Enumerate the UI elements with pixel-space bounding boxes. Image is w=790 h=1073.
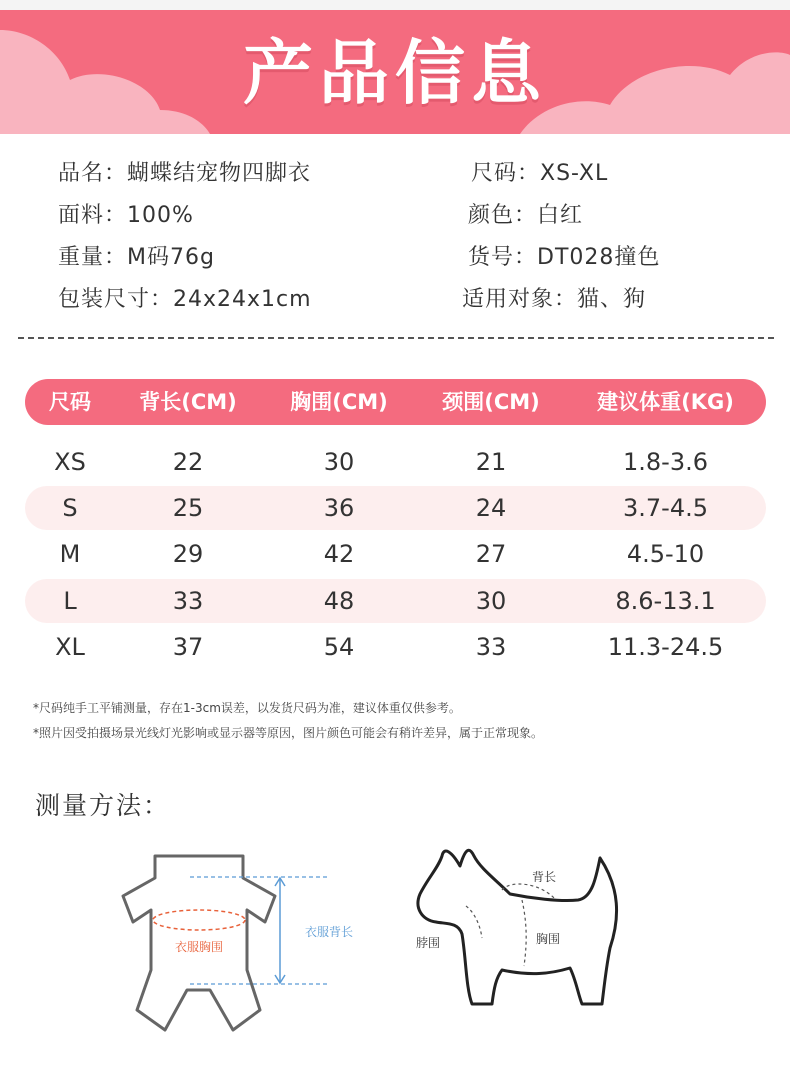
cell-neck: 30 xyxy=(475,587,507,615)
cell-size: XL xyxy=(55,633,85,661)
garment-diagram xyxy=(115,850,375,1040)
info-color: 颜色：白红 xyxy=(468,203,584,228)
info-name: 品名：蝴蝶结宠物四脚衣 xyxy=(58,161,312,186)
cell-back-length: 29 xyxy=(172,540,204,568)
cell-chest: 54 xyxy=(323,633,355,661)
table-row xyxy=(25,486,766,530)
header-size: 尺码 xyxy=(49,390,91,414)
dashed-divider xyxy=(18,337,774,339)
cell-weight: 1.8-3.6 xyxy=(623,448,708,476)
info-fabric: 面料：100% xyxy=(58,203,194,228)
dog-back-label: 背长 xyxy=(532,870,557,884)
header-weight: 建议体重(KG) xyxy=(597,390,734,414)
info-target: 适用对象：猫、狗 xyxy=(462,287,647,312)
cell-back-length: 25 xyxy=(172,494,204,522)
header-banner xyxy=(0,10,790,134)
top-strip xyxy=(0,0,790,10)
cell-weight: 11.3-24.5 xyxy=(607,633,724,661)
cell-weight: 8.6-13.1 xyxy=(615,587,716,615)
cell-size: XS xyxy=(54,448,86,476)
cell-neck: 33 xyxy=(475,633,507,661)
cell-neck: 27 xyxy=(475,540,507,568)
garment-outline-icon xyxy=(115,850,375,1040)
table-row xyxy=(25,579,766,623)
measure-title: 测量方法： xyxy=(35,791,171,820)
header-back-length: 背长(CM) xyxy=(139,390,237,414)
info-sku: 货号：DT028撞色 xyxy=(468,245,661,270)
cell-size: M xyxy=(59,540,81,568)
cell-chest: 36 xyxy=(323,494,355,522)
table-row xyxy=(25,625,766,669)
info-size: 尺码：XS-XL xyxy=(471,161,609,186)
note-color: *照片因受拍摄场景光线灯光影响或显示器等原因，图片颜色可能会有稍许差异，属于正常现象。 xyxy=(33,726,544,740)
dog-neck-label: 脖围 xyxy=(416,936,441,950)
dog-diagram xyxy=(410,838,640,1013)
info-weight: 重量：M码76g xyxy=(58,245,215,270)
header-chest: 胸围(CM) xyxy=(290,390,388,414)
cell-neck: 21 xyxy=(475,448,507,476)
cell-weight: 3.7-4.5 xyxy=(623,494,708,522)
header-neck: 颈围(CM) xyxy=(442,390,540,414)
note-measurement: *尺码纯手工平铺测量，存在1-3cm误差，以发货尺码为准，建议体重仅供参考。 xyxy=(33,701,461,715)
cell-back-length: 37 xyxy=(172,633,204,661)
dog-outline-icon xyxy=(410,838,640,1013)
garment-length-label: 衣服背长 xyxy=(305,925,354,939)
table-row xyxy=(25,532,766,576)
garment-chest-label: 衣服胸围 xyxy=(175,940,224,954)
size-table-header xyxy=(25,379,766,425)
cell-back-length: 22 xyxy=(172,448,204,476)
table-row xyxy=(25,440,766,484)
cell-chest: 30 xyxy=(323,448,355,476)
cell-size: L xyxy=(63,587,77,615)
cell-chest: 48 xyxy=(323,587,355,615)
cell-chest: 42 xyxy=(323,540,355,568)
cell-weight: 4.5-10 xyxy=(626,540,705,568)
cell-neck: 24 xyxy=(475,494,507,522)
cell-size: S xyxy=(62,494,78,522)
dog-chest-label: 胸围 xyxy=(536,932,561,946)
banner-title: 产品信息 xyxy=(243,32,547,114)
info-package: 包装尺寸：24x24x1cm xyxy=(58,287,312,312)
cell-back-length: 33 xyxy=(172,587,204,615)
